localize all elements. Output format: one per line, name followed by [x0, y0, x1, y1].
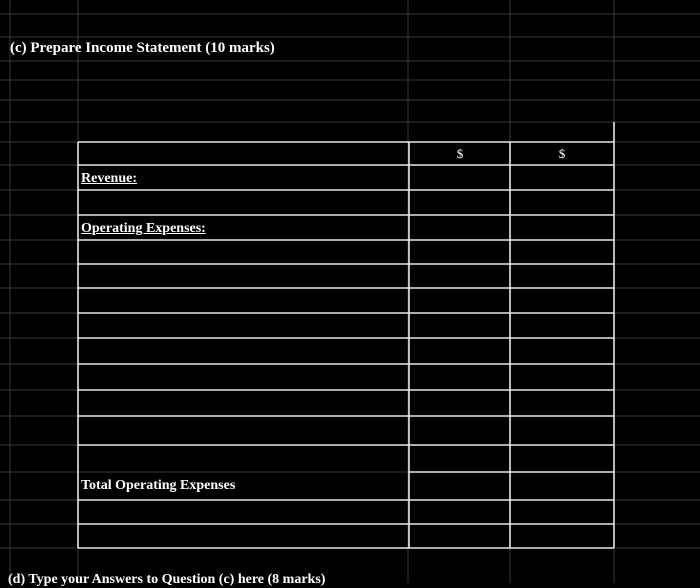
total-operating-expenses-label: Total Operating Expenses: [81, 478, 236, 493]
operating-expenses-label: Operating Expenses:: [81, 221, 206, 236]
column-header-dollar-2: $: [558, 146, 566, 161]
revenue-label: Revenue:: [81, 171, 137, 186]
column-header-dollar-1: $: [456, 146, 464, 161]
section-heading: (c) Prepare Income Statement (10 marks): [10, 40, 275, 56]
next-question-partial-text: (d) Type your Answers to Question (c) here (8 marks): [8, 572, 326, 587]
